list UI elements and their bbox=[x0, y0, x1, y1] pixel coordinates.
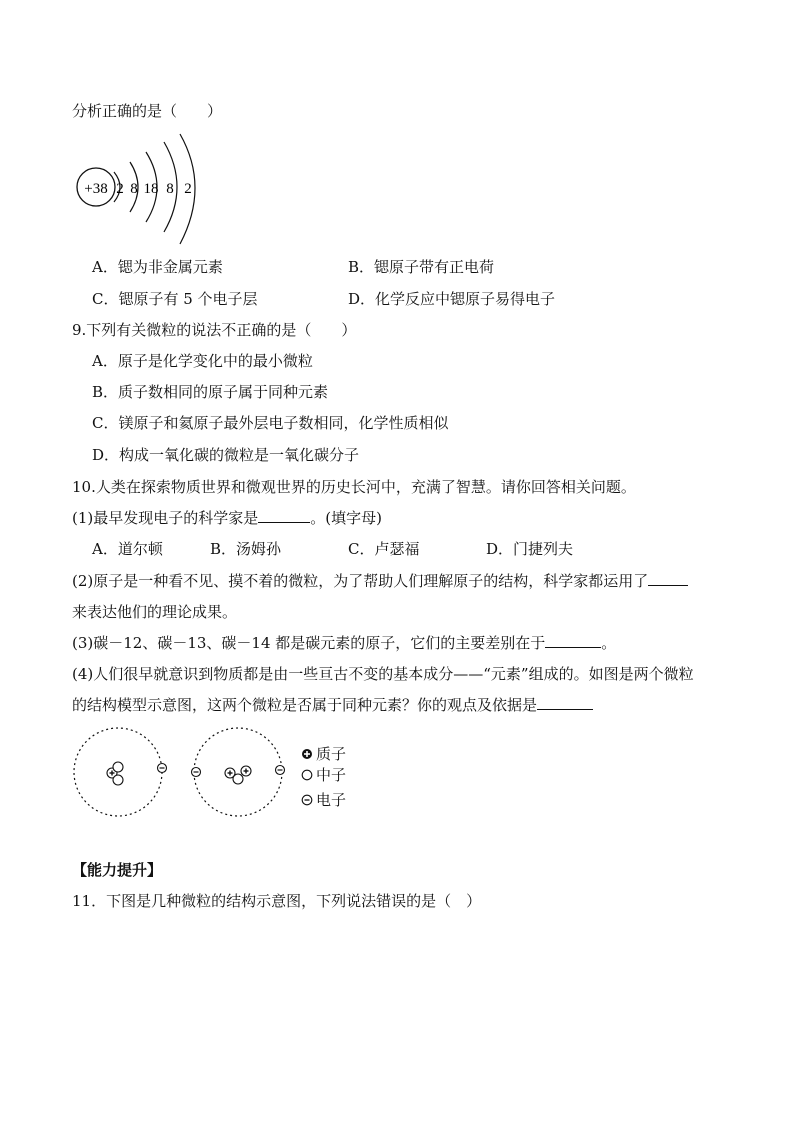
legend-neutron bbox=[301, 766, 346, 784]
q9-option-d: D．构成一氧化碳的微粒是一氧化碳分子 bbox=[92, 446, 360, 464]
q8-option-c: C．锶原子有 5 个电子层 bbox=[92, 290, 258, 308]
electron bbox=[158, 764, 167, 773]
q10-part3-blank[interactable] bbox=[545, 633, 601, 648]
q10-part1-option-b: B．汤姆孙 bbox=[210, 540, 282, 558]
shell-count-5: 2 bbox=[184, 181, 192, 197]
q10-part1-option-d: D．门捷列夫 bbox=[486, 540, 574, 558]
q11-stem: 11．下图是几种微粒的结构示意图，下列说法错误的是（ ） bbox=[72, 892, 482, 910]
nucleus-charge: +38 bbox=[84, 181, 108, 197]
proton-icon bbox=[301, 748, 313, 760]
section-title: 【能力提升】 bbox=[72, 861, 163, 879]
electron bbox=[276, 766, 285, 775]
q10-part4-line2 bbox=[72, 695, 593, 715]
shell-count-1: 2 bbox=[116, 181, 124, 197]
electron bbox=[192, 768, 201, 777]
q10-stem: 10.人类在探索物质世界和微观世界的历史长河中，充满了智慧。请你回答相关问题。 bbox=[72, 478, 636, 496]
q10-part3-text: (3)碳－12、碳－13、碳－14 都是碳元素的原子，它们的主要差别在于 bbox=[72, 634, 546, 652]
neutron bbox=[113, 762, 123, 772]
legend-proton-label: 质子 bbox=[316, 745, 347, 763]
q10-part2-line2: 来表达他们的理论成果。 bbox=[72, 603, 238, 621]
particle-1-nucleus bbox=[107, 762, 123, 785]
q8-option-b: B．锶原子带有正电荷 bbox=[348, 258, 495, 276]
orbit-2 bbox=[194, 728, 282, 816]
q8-stem: 分析正确的是（ ） bbox=[72, 102, 223, 120]
particle-models-diagram bbox=[68, 724, 300, 820]
shell-count-2: 8 bbox=[130, 181, 138, 197]
q10-part2-text: (2)原子是一种看不见、摸不着的微粒，为了帮助人们理解原子的结构，科学家都运用了 bbox=[72, 572, 649, 590]
q10-part1-blank[interactable] bbox=[258, 508, 310, 523]
legend-electron-label: 电子 bbox=[316, 791, 347, 809]
q10-part1-suffix: 。(填字母) bbox=[310, 509, 382, 527]
q9-option-b: B．质子数相同的原子属于同种元素 bbox=[92, 383, 329, 401]
q10-part4-text: 的结构模型示意图，这两个微粒是否属于同种元素？你的观点及依据是 bbox=[72, 696, 538, 714]
q8-option-d: D．化学反应中锶原子易得电子 bbox=[348, 290, 556, 308]
particle-2-nucleus bbox=[225, 766, 251, 784]
q10-part2-line1 bbox=[72, 571, 722, 591]
q10-part1-option-a: A．道尔顿 bbox=[92, 540, 163, 558]
shell-count-3: 18 bbox=[143, 181, 159, 197]
q9-option-a: A．原子是化学变化中的最小微粒 bbox=[92, 352, 313, 370]
q9-option-c: C．镁原子和氦原子最外层电子数相同，化学性质相似 bbox=[92, 414, 449, 432]
legend-proton bbox=[301, 745, 346, 763]
neutron-icon bbox=[301, 769, 313, 781]
shell-count-4: 8 bbox=[166, 181, 174, 197]
q8-option-a: A．锶为非金属元素 bbox=[92, 258, 223, 276]
electron-icon bbox=[301, 794, 313, 806]
q10-part1-text: (1)最早发现电子的科学家是 bbox=[72, 509, 259, 527]
q9-stem: 9.下列有关微粒的说法不正确的是（ ） bbox=[72, 321, 357, 339]
legend-electron bbox=[301, 791, 346, 809]
q10-part1-option-c: C．卢瑟福 bbox=[348, 540, 420, 558]
q10-part1 bbox=[72, 508, 382, 528]
q10-part4-blank[interactable] bbox=[537, 695, 593, 710]
q10-part4-line1: (4)人们很早就意识到物质都是由一些亘古不变的基本成分——“元素”组成的。如图是两个微粒 bbox=[72, 665, 694, 683]
neutron bbox=[113, 775, 123, 785]
strontium-atom-diagram bbox=[74, 132, 204, 250]
q10-part3-suffix: 。 bbox=[601, 634, 617, 652]
legend-neutron-label: 中子 bbox=[316, 766, 347, 784]
neutron bbox=[233, 774, 243, 784]
q10-part2-blank[interactable] bbox=[648, 571, 688, 586]
q10-part3 bbox=[72, 633, 616, 653]
